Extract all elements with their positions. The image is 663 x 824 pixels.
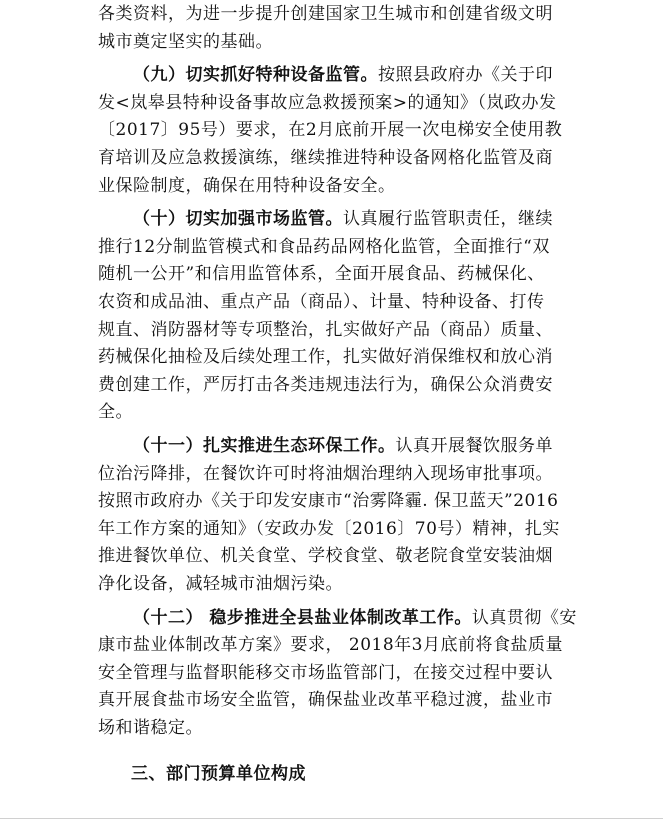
paragraph-line: 育培训及应急救援演练，继续推进特种设备网格化监管及商 xyxy=(98,148,553,168)
section-12-text: 认真贯彻《安 xyxy=(471,607,577,628)
paragraph-line: 推行12分制监管模式和食品药品网格化监管，全面推行“双 xyxy=(98,236,550,257)
section-10-text: 认真履行监管职责任，继续 xyxy=(343,209,553,230)
section-10-title: （十）切实加强市场监管。 xyxy=(133,209,343,230)
paragraph-line: 康市盐业体制改革方案》要求， 2018年3月底前将食盐质量 xyxy=(98,635,563,656)
paragraph-line: 场和谐稳定。 xyxy=(98,718,203,738)
section-11-text: 认真开展餐饮服务单 xyxy=(395,436,553,456)
paragraph-line: 按照市政府办《关于印发安康市“治雾降霾. 保卫蓝天”2016 xyxy=(98,491,559,512)
paragraph-line: 安全管理与监督职能移交市场监管部门，在接交过程中要认 xyxy=(98,662,553,683)
paragraph-line: 发<岚皋县特种设备事故应急救援预案>的通知》（岚政办发 xyxy=(98,92,557,113)
section-9-first-line xyxy=(133,65,573,86)
paragraph-line: 药械保化抽检及后续处理工作，扎实做好消保维权和放心消 xyxy=(98,347,553,368)
section-11-title: （十一）扎实推进生态环保工作。 xyxy=(133,436,396,456)
section-12-title: （十二） 稳步推进全县盐业体制改革工作。 xyxy=(133,607,472,628)
paragraph-line: 各类资料，为进一步提升创建国家卫生城市和创建省级文明 xyxy=(98,4,553,24)
paragraph-line: 年工作方案的通知》（安政办发〔2016〕70号）精神，扎实 xyxy=(98,518,560,539)
paragraph-line: 位治污降排，在餐饮许可时将油烟治理纳入现场审批事项。 xyxy=(98,463,553,484)
paragraph-line: 全。 xyxy=(98,402,133,423)
section-12-first-line xyxy=(133,607,577,629)
section-10-first-line xyxy=(133,209,573,230)
paragraph-line: 业保险制度，确保在用特种设备安全。 xyxy=(98,175,396,196)
paragraph-line: 规直、消防器材等专项整治，扎实做好产品（商品）质量、 xyxy=(98,319,553,340)
section-11-first-line xyxy=(133,436,573,457)
paragraph-line: 推进餐饮单位、机关食堂、学校食堂、敬老院食堂安装油烟 xyxy=(98,546,553,567)
paragraph-line: 费创建工作，严厉打击各类违规违法行为，确保公众消费安 xyxy=(98,374,553,395)
paragraph-line: 〔2017〕95号）要求，在2月底前开展一次电梯安全使用教 xyxy=(98,120,563,141)
paragraph-line: 真开展食盐市场安全监管，确保盐业改革平稳过渡，盐业市 xyxy=(98,690,553,711)
paragraph-line: 净化设备，减轻城市油烟污染。 xyxy=(98,574,343,594)
paragraph-line: 农资和成品油、重点产品（商品）、计量、特种设备、打传 xyxy=(98,292,545,312)
paragraph-line: 城市奠定坚实的基础。 xyxy=(98,31,273,52)
section-9-text: 按照县政府办《关于印 xyxy=(378,65,553,86)
section-9-title: （九）切实抓好特种设备监管。 xyxy=(133,65,378,86)
paragraph-line: 随机一公开”和信用监管体系，全面开展食品、药械保化、 xyxy=(98,264,545,285)
section-heading: 三、部门预算单位构成 xyxy=(131,763,306,784)
page-bottom-divider xyxy=(0,818,663,819)
